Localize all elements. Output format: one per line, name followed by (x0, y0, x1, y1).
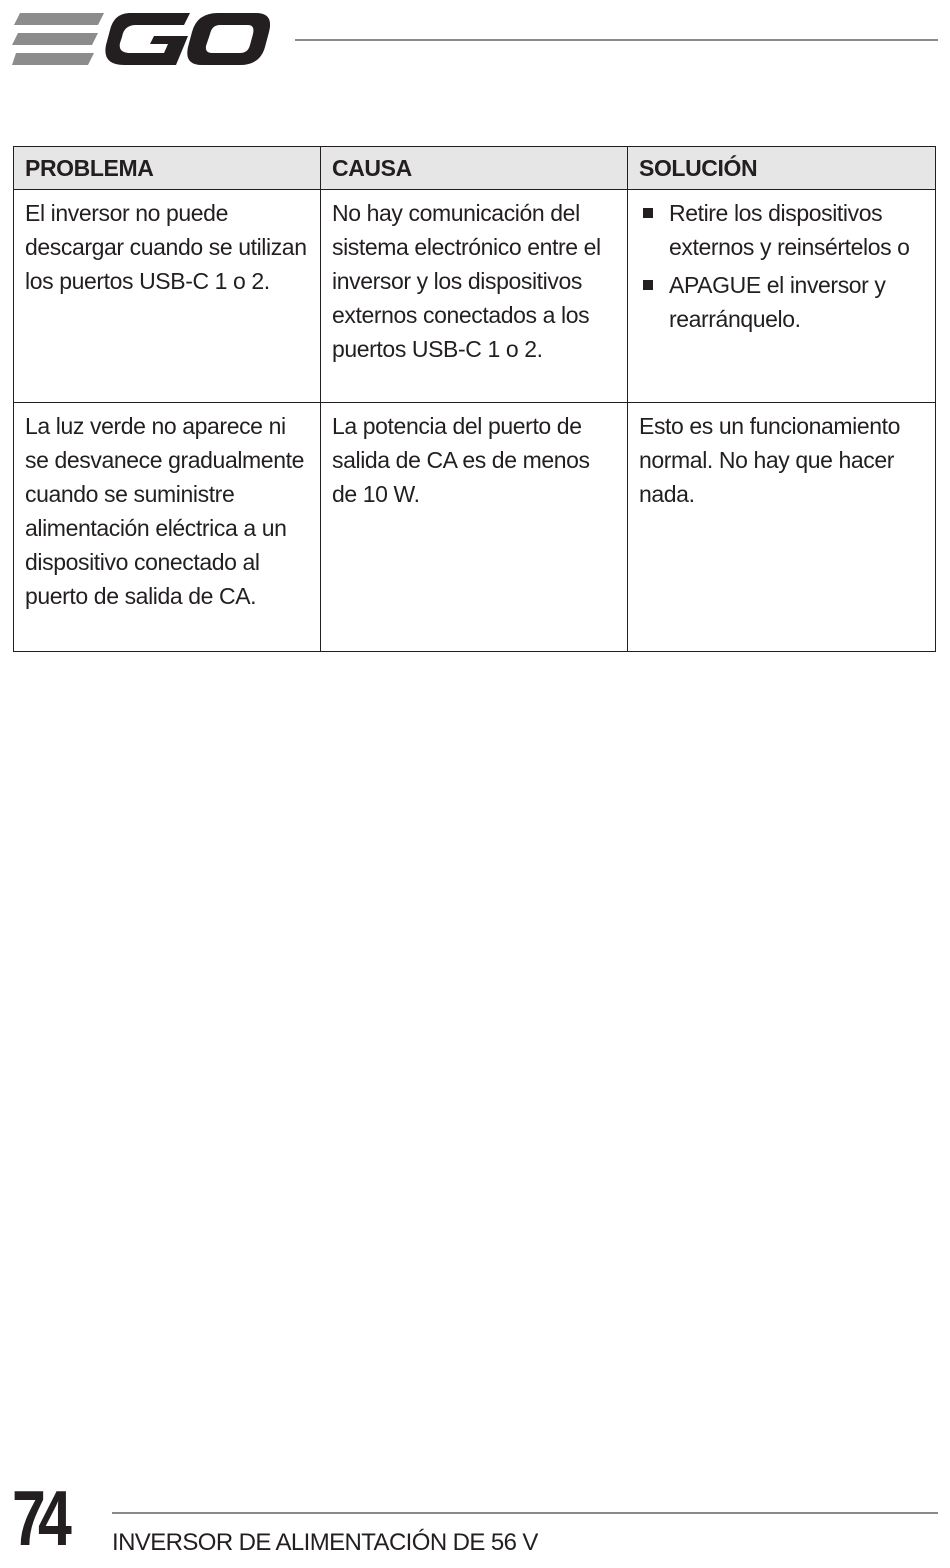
problem-cell: El inversor no puede descargar cuando se utilizan los puertos USB-C 1 o 2. (14, 190, 321, 403)
header-cause: CAUSA (321, 147, 628, 190)
table-row (14, 190, 936, 403)
header-solution: SOLUCIÓN (628, 147, 936, 190)
page-number: 74 (12, 1474, 65, 1562)
logo-e-bars (12, 13, 104, 65)
header-rule (295, 39, 938, 41)
table-row (14, 403, 936, 652)
square-bullet-icon (643, 280, 653, 290)
solution-text: Retire los dispositivos externos y reinsértelos o (669, 200, 910, 260)
table-header-row (14, 147, 936, 190)
footer-title: INVERSOR DE ALIMENTACIÓN DE 56 V (112, 1529, 538, 1556)
list-item (639, 196, 925, 264)
cause-cell: No hay comunicación del sistema electrónico entre el inversor y los dispositivos externos conectados a los puertos USB-C 1 o 2. (321, 190, 628, 403)
solution-cell (628, 190, 936, 403)
logo-g (105, 13, 190, 65)
solution-text: APAGUE el inversor y rearránquelo. (669, 272, 886, 332)
solution-cell: Esto es un funcionamiento normal. No hay que hacer nada. (628, 403, 936, 652)
problem-cell: La luz verde no aparece ni se desvanece gradualmente cuando se suministre alimentación eléctrica a un dispositivo conectado al puerto de salida de CA. (14, 403, 321, 652)
ego-logo (12, 10, 270, 68)
list-item (639, 268, 925, 336)
troubleshooting-table (13, 146, 936, 652)
square-bullet-icon (643, 208, 653, 218)
header-problem: PROBLEMA (14, 147, 321, 190)
logo-o (187, 13, 270, 65)
footer-rule (112, 1512, 938, 1514)
cause-cell: La potencia del puerto de salida de CA es de menos de 10 W. (321, 403, 628, 652)
solution-list (639, 196, 925, 336)
